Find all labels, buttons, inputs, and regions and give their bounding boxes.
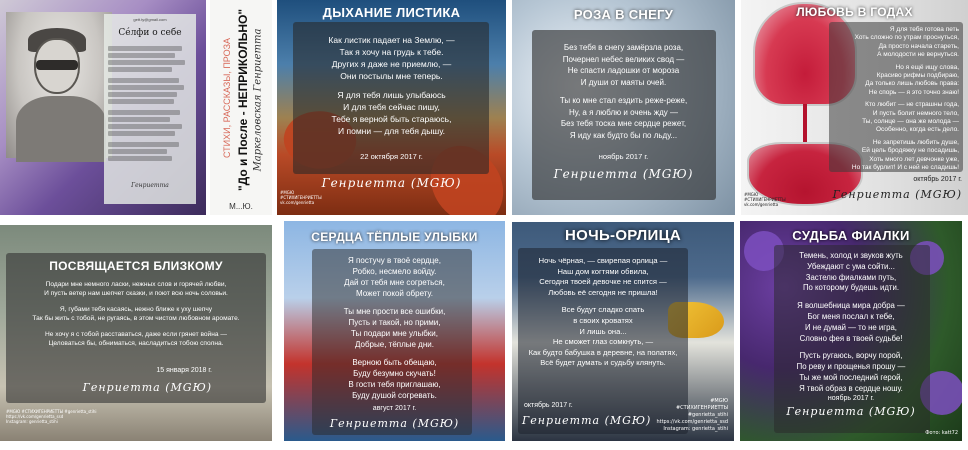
- selfie-title: Сéлфи о себе: [118, 28, 182, 38]
- violet-photo-credit: Фото: katt72: [925, 430, 958, 436]
- rose-signature: Генриетта (MGЮ): [553, 167, 694, 181]
- dedication-signature: Генриетта (MGЮ): [82, 381, 212, 394]
- tile-dedication[interactable]: [0, 225, 272, 441]
- violet-signature: Генриетта (MGЮ): [786, 405, 916, 418]
- violet-title: СУДЬБА ФИАЛКИ: [792, 228, 910, 243]
- hourglass-neck: [803, 104, 807, 144]
- love-tiny-credits: #MGЮ #СТИХИГЕНРИЕТТЫ vk.com/genrietta: [744, 192, 786, 207]
- eagle-title: НОЧЬ-ОРЛИЦА: [565, 227, 681, 244]
- violet-poem: Темень, холод и звуков жуть Убеждают с ума сойти... Застелю фиалками путь, По которому будешь идти. Я волшебница мира добра — Бог меня послал к тебе, И не думай — то не игра, Словно фея в твоей судьбе! Пусть ругаюсь, ворчу порой, По реву и прощенья прошу — Ты же мой последний герой, Я твой образ в сердце ношу.: [796, 251, 906, 393]
- book-publisher: М...Ю.: [229, 202, 253, 211]
- book-subtitle: СТИХИ, РАССКАЗЫ, ПРОЗА: [222, 37, 232, 158]
- love-signature: Генриетта (MGЮ): [832, 188, 962, 201]
- tile-hearts[interactable]: [284, 221, 505, 441]
- tile-book-cover[interactable]: [210, 0, 272, 215]
- leaf-signature: Генриетта (MGЮ): [321, 176, 462, 190]
- eagle-tags: #MGЮ #СТИХИГЕНРИЕТТЫ #genrietta_stihi https://vk.com/genrietta_ssd Instagram: genrietta_stihi: [656, 398, 728, 432]
- love-date: октябрь 2017 г.: [913, 176, 962, 183]
- glasses-shape: [36, 60, 78, 70]
- selfie-poem-lines: [108, 46, 192, 163]
- violet-date: ноябрь 2017 г.: [827, 395, 875, 402]
- hearts-poem: Я постучу в твоё сердце, Робко, несмело войду. Дай от тебя мне согреться, Может покой обрету. Ты мне прости все ошибки, Пусть и такой, но прими, Ты подари мне улыбки, Добрые, тёплые дни. Верною быть обещаю, Буду безумно скучать! В гости тебя приглашаю, Буду душой согревать.: [343, 256, 446, 400]
- book-title: "До и После - НЕПРИКОЛЬНО": [236, 8, 250, 191]
- dedication-date: 15 января 2018 г.: [156, 367, 212, 374]
- selfie-text-card: [104, 14, 196, 204]
- hearts-signature: Генриетта (MGЮ): [329, 417, 460, 430]
- love-poem: Я для тебя готова петь Хоть сложно по утрам проснуться, Да просто начала стареть, А молодости не вернуться. Но я ещё ищу слова, Красиво рифмы подбираю, Да только лишь любовь права: Не спорь — я это точно знаю! Кто любит — не страшны года, И пусть болит немного тело, Ты, солнце — она же молода — Особенно, когда есть дело. Не запретишь любить душе, Ей цель бродяжку не посадишь, Хоть много лет девчонке уже, Но так бурлит! И с ней не сладишь!: [851, 26, 959, 172]
- body-shape: [16, 96, 106, 162]
- tile-rose[interactable]: [512, 0, 735, 215]
- love-title: ЛЮБОВЬ В ГОДАХ: [796, 5, 913, 19]
- tile-love[interactable]: [741, 0, 968, 215]
- rose-title: РОЗА В СНЕГУ: [573, 7, 674, 22]
- eagle-signature: Генриетта (MGЮ): [522, 414, 652, 427]
- selfie-email: gett.ty@gmail.com: [133, 17, 167, 22]
- tile-eagle[interactable]: [512, 222, 734, 441]
- leaf-title: ДЫХАНИЕ ЛИСТИКА: [322, 5, 461, 20]
- dedication-tiny-credits: #MGЮ #СТИХИГЕНРИЕТТЫ #genrietta_stihi https://vk.com/genrietta_ssd Instagram: genrietta_stihi: [6, 409, 97, 424]
- selfie-sketch-image: [6, 12, 112, 158]
- book-author: Маркеловская Генриетта: [252, 28, 264, 171]
- dedication-poem: Подари мне немного ласки, нежных слов и горячей любви, И пусть ветер нам шепчет сказки, и поют всю ночь соловьи. Я, губами тебя касаясь, нежно ближе к уху шепчу Так бы жить с тобой, не ругаясь, в этом чистом любовном аромате. Не хочу я с тобой расставаться, даже если грянет война — Целоваться бы, обниматься, насладиться тобою сполна.: [32, 281, 240, 347]
- tile-leaf[interactable]: [277, 0, 506, 215]
- dedication-title: ПОСВЯЩАЕТСЯ БЛИЗКОМУ: [49, 259, 223, 273]
- selfie-signature: Генриетта: [131, 182, 169, 189]
- rose-date: ноябрь 2017 г.: [598, 152, 649, 161]
- leaf-date: 22 октября 2017 г.: [360, 152, 423, 161]
- hearts-title: СЕРДЦА ТЁПЛЫЕ УЛЫБКИ: [311, 230, 478, 244]
- tile-selfie[interactable]: [0, 0, 206, 215]
- eagle-poem: Ночь чёрная, — свирепая орлица — Наш дом когтями обвила, Сегодня твоей девочке не спится — Любовь её сегодня не пришла! Все будут сладко спать в своих кроватях И лишь она... Не сможет глаз сомкнуть, — Как будто бабушка в деревне, на полатях, Всё будет думать и судьбу клянуть.: [528, 256, 678, 368]
- hearts-date: август 2017 г.: [372, 405, 417, 412]
- tile-violet[interactable]: [740, 221, 962, 441]
- rose-poem: Без тебя в снегу замёрзла роза, Почернел небес великих свод — Не спасти ладошки от мороза И души от маяты очей. Ты ко мне стал ездить реже-реже, Ну, а я люблю и очень жду — Без тебя тоска мне сердце режет, Я иду как будто бы по льду...: [559, 43, 688, 140]
- eagle-date: октябрь 2017 г.: [524, 402, 573, 409]
- leaf-tiny-credits: #MGЮ #СТИХИГЕНРИЕТТЫ vk.com/genrietta: [280, 190, 322, 205]
- leaf-poem: Как листик падает на Землю, — Так я хочу на грудь к тебе. Других я даже не приемлю, — Они постылы мне теперь. Я для тебя лишь улыбаюсь И для тебя сейчас пишу, Тебе я верной быть стараюсь, И помни — для тебя дышу.: [328, 35, 455, 136]
